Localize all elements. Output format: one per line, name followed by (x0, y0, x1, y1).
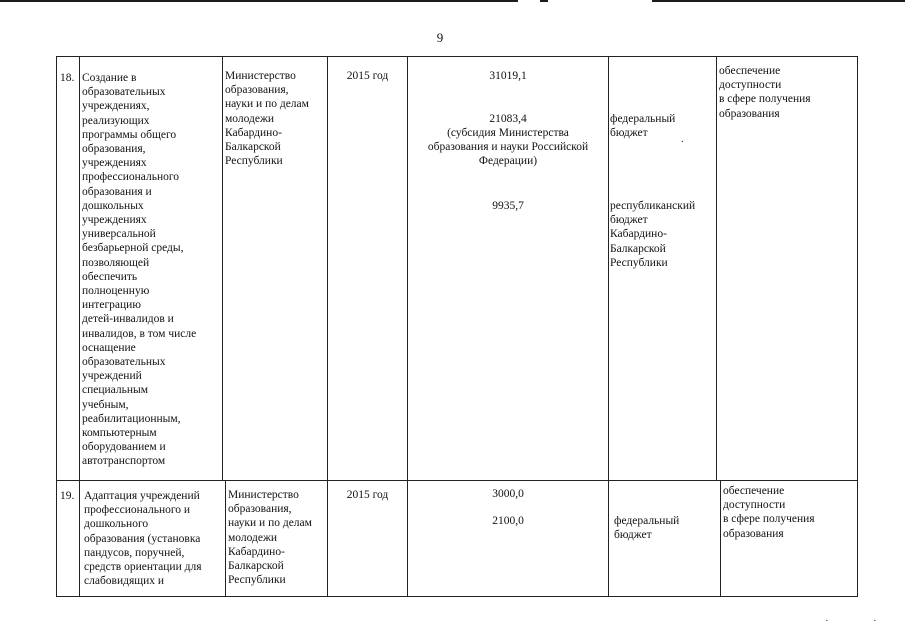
column-divider (720, 481, 721, 596)
column-divider (225, 481, 226, 596)
column-divider (79, 481, 80, 596)
page-number: 9 (436, 30, 444, 45)
amount-federal: 21083,4 (489, 113, 527, 125)
measures-table (56, 56, 858, 597)
column-divider (608, 57, 609, 480)
amount-regional: 9935,7 (492, 200, 524, 212)
scan-edge-line (652, 0, 905, 2)
scan-artifact-mark: . (681, 133, 684, 145)
measure-text-content: Адаптация учреждений профессионального и дошкольного образования (установка пандусов, поручней, средств ориентации для слабовидящих и (84, 490, 202, 588)
funding-source-federal (610, 112, 715, 140)
scan-edge-line (0, 0, 518, 2)
executor-text (228, 488, 326, 587)
period-text: 2015 год (346, 70, 389, 82)
table-row (57, 481, 857, 596)
expected-result (719, 64, 857, 121)
executor-text-content: Министерство образования, науки и по делам молодежи Кабардино- Балкарской Республики (228, 489, 312, 587)
row-number: 18. (60, 72, 75, 84)
funding-source-federal-content: федеральный бюджет (610, 113, 676, 140)
funding-source-federal (614, 514, 719, 542)
table-row (57, 57, 857, 481)
column-divider (608, 481, 609, 596)
scan-artifact-mark: · (825, 615, 829, 627)
scan-edge-line (540, 0, 548, 2)
scan-artifact-mark: · (873, 615, 877, 627)
amount-federal-note-content: (субсидия Министерства образования и науки Российской Федерации) (427, 127, 589, 168)
amount-total: 31019,1 (489, 70, 527, 82)
column-divider (327, 57, 328, 480)
funding-source-regional-content: республиканский бюджет Кабардино- Балкарской Республики (610, 200, 696, 269)
funding-source-regional (610, 199, 715, 270)
executor-text (225, 69, 325, 168)
executor-text-content: Министерство образования, науки и по делам молодежи Кабардино- Балкарской Республики (225, 70, 309, 168)
amount-total: 3000,0 (492, 488, 524, 500)
amount-federal: 2100,0 (492, 515, 524, 527)
measure-text (84, 489, 224, 588)
row-number: 19. (60, 490, 75, 502)
expected-result-content: обеспечение доступности в сфере получения образования (723, 485, 815, 540)
column-divider (222, 57, 223, 480)
expected-result-content: обеспечение доступности в сфере получения образования (719, 65, 811, 120)
period-text: 2015 год (346, 489, 389, 501)
amount-federal-note (408, 126, 608, 169)
expected-result (723, 484, 858, 541)
measure-text (82, 71, 220, 469)
measure-text-content: Создание в образовательных учреждениях, реализующих программы общего образования, учреждениях профессионального образования и дошкольных учреждениях универсальной безбарьерной среды, позволяющей обеспечить полноценную интеграцию детей-инвалидов и инвалидов, в том числе оснащение образовательных учреждений специальным учебным, реабилитационным, компьютерным оборудованием и автотранспортом (82, 72, 197, 468)
column-divider (79, 57, 80, 480)
funding-source-federal-content: федеральный бюджет (614, 515, 680, 542)
column-divider (716, 57, 717, 480)
